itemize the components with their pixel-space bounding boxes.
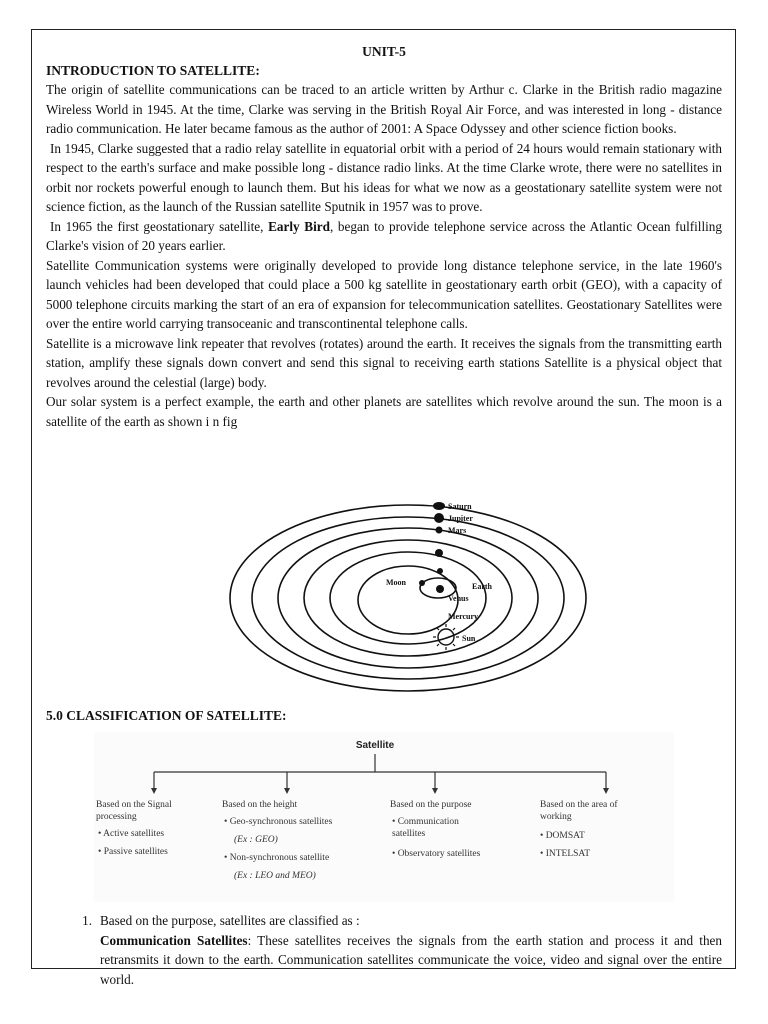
paragraph-early-bird: In 1965 the first geostationary satellite, Early Bird, began to provide telephone service across the Atlantic Ocean fulfilling Clarke's vision of 20 years earlier. [46,218,722,253]
document-body [46,42,722,987]
branch-purpose-item-2: • Observatory satellites [392,849,481,859]
branch-area-title-2: working [540,812,572,822]
branch-purpose-title: Based on the purpose [390,800,472,810]
branch-signal-title-2: processing [96,812,137,822]
communication-satellites-definition: Communication Satellites: These satellites receives the signals from the earth station and process it and then retransmits it down to the earth. Communication satellites communicate the voice, video and signal over the entire world. [100,932,722,987]
branch-area-title-1: Based on the area of [540,800,618,810]
unit-title: UNIT-5 [362,44,406,59]
branch-area-item-2: • INTELSAT [540,849,591,859]
label-earth: Earth [472,582,492,591]
branch-purpose-item-1b: satellites [392,829,426,839]
intro-heading: INTRODUCTION TO SATELLITE: [46,63,260,78]
label-venus: Venus [448,594,469,603]
branch-height-item-2b: (Ex : LEO and MEO) [234,871,316,881]
branch-purpose-item-1a: • Communication [392,817,459,827]
planet-moon [419,580,425,586]
tree-root: Satellite [355,740,395,751]
label-sun: Sun [462,634,476,643]
planet-earth [436,585,444,593]
planet-saturn [433,502,445,510]
branch-area-item-1: • DOMSAT [540,831,585,841]
list-item [46,911,722,989]
planet-mercury [437,568,443,574]
branch-signal-item-1: • Active satellites [98,829,165,839]
paragraph-solar-system: Our solar system is a perfect example, the earth and other planets are satellites which revolve around the sun. The moon is a satellite of the earth as shown i n fig [46,394,722,429]
list-number: 1. [82,913,92,928]
label-mercury: Mercury [448,612,479,621]
branch-height-item-1: • Geo-synchronous satellites [224,817,333,827]
label-jupiter: Jupiter [448,514,473,523]
classification-heading: 5.0 CLASSIFICATION OF SATELLITE: [46,708,287,723]
branch-signal-item-2: • Passive satellites [98,847,168,857]
list-intro-line: Based on the purpose, satellites are classified as : [100,913,360,928]
label-saturn: Saturn [448,502,472,511]
early-bird-term: Early Bird [268,218,330,234]
communication-satellites-term: Communication Satellites [100,932,248,948]
paragraph-satellite-definition: Satellite is a microwave link repeater that revolves (rotates) around the earth. It receives the signals from the transmitting earth station, amplify these signals down convert and send this signal to receiving earth stations Satellite is a physical object that revolves around the celestial (large) body. [46,335,722,390]
label-moon: Moon [386,578,406,587]
label-mars: Mars [448,526,467,535]
branch-height-title: Based on the height [222,800,298,810]
branch-height-item-2: • Non-synchronous satellite [224,853,330,863]
solar-system-figure [216,497,604,694]
paragraph-communication-systems: Satellite Communication systems were originally developed to provide long distance telephone service, in the late 1960's launch vehicles had been developed that could place a 500 kg satellite in geostationary earth orbit (GEO), with a capacity of 5000 telephone circuits marking the start of an era of expansion for telecommunication satellites. Geostationary Satellites were over the entire world carrying transoceanic and transcontinental telephone calls. [46,257,722,331]
planet-venus [435,549,443,557]
paragraph-clarke-1945: In 1945, Clarke suggested that a radio relay satellite in equatorial orbit with a period of 24 hours would remain stationary with respect to the earth's surface and make possible long - distance radio links. At the time Clarke wrote, there were no satellites in orbit nor rockets powerful enough to launch them. But his ideas for what we now as a geostationary satellite system were not science fiction, as the launch of the Russian satellite Sputnik in 1957 was to prove. [46,140,722,214]
classification-list [46,911,722,989]
branch-height-item-1b: (Ex : GEO) [234,835,278,845]
classification-tree-figure [94,732,674,902]
planet-jupiter [434,513,444,523]
planet-mars [436,527,443,534]
paragraph-origin: The origin of satellite communications can be traced to an article written by Arthur c. Clarke in the British radio magazine Wireless World in 1945. At the time, Clarke was serving in the British Royal Air Force, and was interested in long - distance radio communication. He later became famous as the author of 2001: A Space Odyssey and other science fiction books. [46,82,722,136]
branch-signal-title-1: Based on the Signal [96,800,172,810]
